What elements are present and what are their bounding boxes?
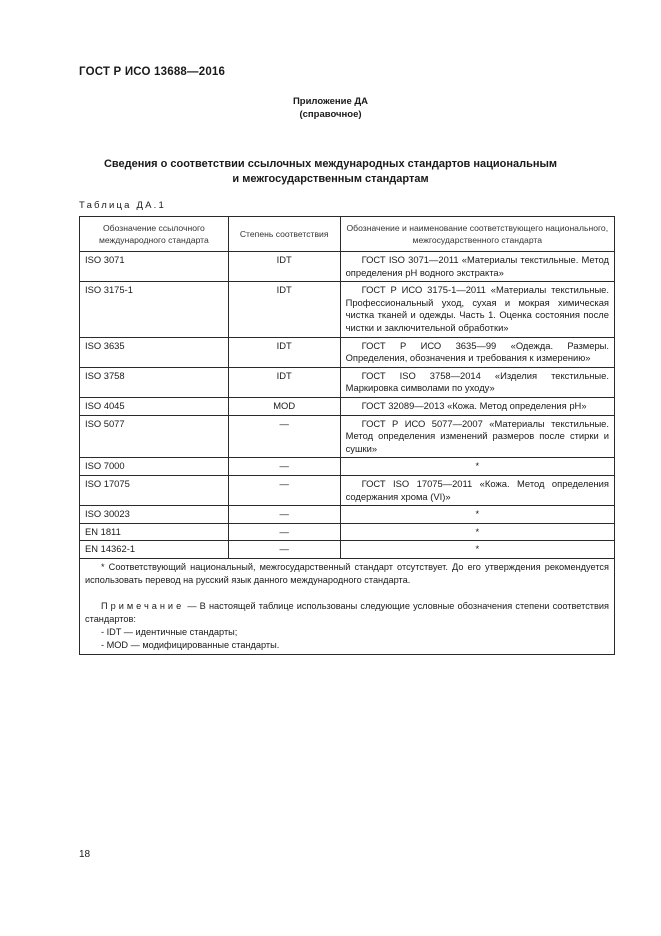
table-row — [80, 523, 615, 541]
cell-description: ГОСТ Р ИСО 3635—99 «Одежда. Размеры. Определения, обозначения и требования к измерению» — [340, 337, 614, 367]
cell-description: ГОСТ ISO 3071—2011 «Материалы текстильные. Метод определения pH водного экстракта» — [340, 252, 614, 282]
cell-description: * — [340, 458, 614, 476]
table-header-row — [80, 217, 615, 252]
note-label: Примечание — [101, 601, 185, 612]
page-number: 18 — [79, 849, 91, 860]
document-code-header: ГОСТ Р ИСО 13688—2016 — [79, 66, 226, 78]
cell-standard-code: ISO 3758 — [80, 367, 229, 397]
table-row — [80, 415, 615, 458]
cell-degree: — — [228, 415, 340, 458]
cell-degree: — — [228, 458, 340, 476]
table-row — [80, 541, 615, 559]
cell-degree: — — [228, 523, 340, 541]
section-title — [60, 157, 601, 187]
cell-degree: — — [228, 506, 340, 524]
table-row — [80, 475, 615, 505]
cell-degree: — — [228, 541, 340, 559]
table-notes-row — [80, 558, 615, 654]
table-row — [80, 367, 615, 397]
legend-item-idt: - IDT — идентичные стандарты; — [101, 627, 238, 638]
header-national-standard: Обозначение и наименование соответствующего национального, межгосударственного стандарта — [340, 217, 614, 252]
cell-standard-code: ISO 5077 — [80, 415, 229, 458]
footnote: * Соответствующий национальный, межгосударственный стандарт отсутствует. До его утверждения рекомендуется использовать перевод на русский язык данного международного стандарта. — [85, 561, 609, 585]
cell-degree: MOD — [228, 397, 340, 415]
cell-standard-code: ISO 17075 — [80, 475, 229, 505]
cell-degree: — — [228, 475, 340, 505]
legend-item-mod: - MOD — модифицированные стандарты. — [101, 639, 280, 650]
cell-degree: IDT — [228, 252, 340, 282]
table-row — [80, 458, 615, 476]
table-row — [80, 397, 615, 415]
cell-standard-code: EN 14362-1 — [80, 541, 229, 559]
note-paragraph — [85, 600, 609, 626]
table-row — [80, 282, 615, 337]
cell-description: * — [340, 523, 614, 541]
table-label: Таблица ДА.1 — [79, 200, 166, 211]
cell-standard-code: ISO 7000 — [80, 458, 229, 476]
cell-degree: IDT — [228, 282, 340, 337]
cell-standard-code: EN 1811 — [80, 523, 229, 541]
cell-standard-code: ISO 3175-1 — [80, 282, 229, 337]
cell-description: ГОСТ ISO 3758—2014 «Изделия текстильные. Маркировка символами по уходу» — [340, 367, 614, 397]
cell-degree: IDT — [228, 367, 340, 397]
cell-description: ГОСТ Р ИСО 5077—2007 «Материалы текстильные. Метод определения изменений размеров после стирки и сушки» — [340, 415, 614, 458]
table-row — [80, 252, 615, 282]
cell-standard-code: ISO 30023 — [80, 506, 229, 524]
cell-description: * — [340, 541, 614, 559]
correspondence-table — [79, 216, 615, 655]
cell-standard-code: ISO 4045 — [80, 397, 229, 415]
table-notes-cell — [80, 558, 615, 654]
header-degree-of-correspondence: Степень соответствия — [228, 217, 340, 252]
cell-standard-code: ISO 3071 — [80, 252, 229, 282]
cell-standard-code: ISO 3635 — [80, 337, 229, 367]
cell-description: ГОСТ Р ИСО 3175-1—2011 «Материалы текстильные. Профессиональный уход, сухая и мокрая химическая чистка тканей и одежды. Часть 1. Оценка состояния после чистки и заключительной обработки» — [340, 282, 614, 337]
note-text: — В настоящей таблице использованы следующие условные обозначения степени соответствия стандартов: — [85, 601, 609, 625]
section-title-line-2: и межгосударственным стандартам — [232, 173, 429, 185]
header-international-standard: Обозначение ссылочного международного стандарта — [80, 217, 229, 252]
table-row — [80, 506, 615, 524]
annex-subtitle: (справочное) — [299, 109, 362, 120]
section-title-line-1: Сведения о соответствии ссылочных международных стандартов национальным — [103, 158, 558, 170]
cell-description: ГОСТ 32089—2013 «Кожа. Метод определения pH» — [340, 397, 614, 415]
cell-description: ГОСТ ISO 17075—2011 «Кожа. Метод определения содержания хрома (VI)» — [340, 475, 614, 505]
annex-title: Приложение ДА — [292, 96, 369, 107]
cell-description: * — [340, 506, 614, 524]
table-row — [80, 337, 615, 367]
cell-degree: IDT — [228, 337, 340, 367]
